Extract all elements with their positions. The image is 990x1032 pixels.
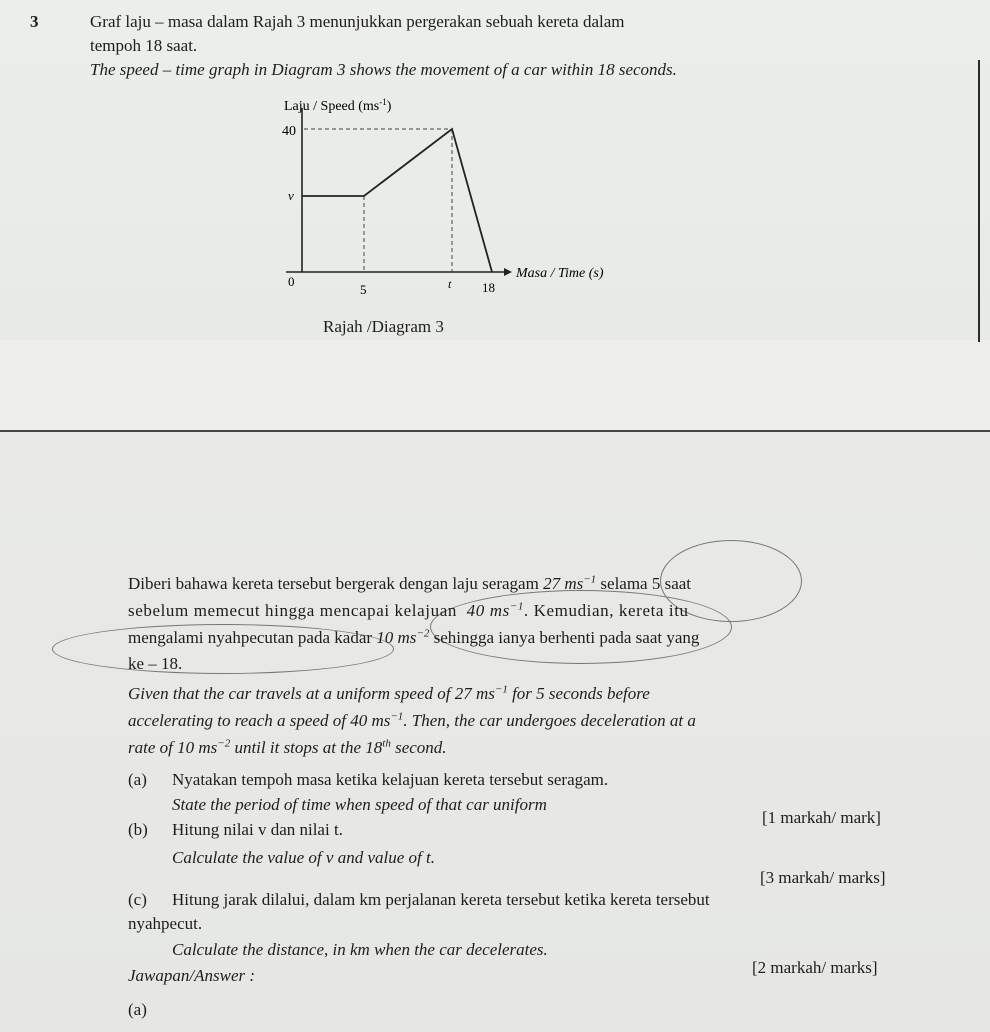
tick-label-0: 0: [288, 274, 295, 289]
part-c-malay-1: Hitung jarak dilalui, dalam km perjalanan kereta tersebut ketika kereta tersebut: [172, 890, 710, 909]
tick-label-5: 5: [360, 282, 367, 297]
answer-label: Jawapan/Answer :: [128, 966, 256, 985]
speed-time-graph: [272, 96, 632, 306]
part-c-malay-2: nyahpecut.: [128, 914, 203, 933]
part-b-marks: [3 markah/ marks]: [760, 868, 886, 887]
question-intro-english: The speed – time graph in Diagram 3 shows the movement of a car within 18 seconds.: [90, 60, 677, 79]
margin-rule: [978, 60, 980, 342]
answer-part-a-label: (a): [128, 1000, 147, 1019]
tick-label-t: t: [448, 277, 452, 291]
x-axis-arrow: [504, 268, 512, 276]
given-malay-line-4: ke – 18.: [128, 654, 183, 673]
part-c-english: Calculate the distance, in km when the car decelerates.: [172, 940, 548, 959]
part-b-malay: Hitung nilai v dan nilai t.: [172, 820, 343, 839]
given-malay-line-1: Diberi bahawa kereta tersebut bergerak dengan laju seragam 27 $ms^{-1}$ selama 5 saat: [128, 573, 692, 593]
given-malay-line-2: sebelum memecut hingga mencapai kelajuan 40 $ms^{-1}$. Kemudian, kereta itu: [128, 600, 689, 620]
page-divider: [0, 430, 990, 432]
part-b-label: (b): [128, 820, 148, 839]
tick-label-18: 18: [482, 280, 495, 295]
speed-line: [302, 129, 492, 272]
part-a-marks: [1 markah/ mark]: [762, 808, 881, 827]
diagram-caption: Rajah /Diagram 3: [323, 317, 444, 336]
question-number: 3: [30, 12, 39, 31]
x-axis-label: Masa / Time (s): [516, 266, 604, 281]
part-a-english: State the period of time when speed of that car uniform: [172, 795, 547, 814]
part-a-malay: Nyatakan tempoh masa ketika kelajuan kereta tersebut seragam.: [172, 770, 609, 789]
given-english-line-1: Given that the car travels at a uniform speed of 27 $ms^{-1}$ for 5 seconds before: [128, 683, 650, 703]
given-english-line-3: rate of 10 $ms^{-2}$ until it stops at the 18th second.: [128, 737, 447, 757]
part-a-label: (a): [128, 770, 147, 789]
tick-label-40: 40: [282, 124, 296, 139]
part-c-marks: [2 markah/ marks]: [752, 958, 878, 977]
page-gap: [0, 340, 990, 435]
given-english-line-2: accelerating to reach a speed of 40 $ms^{-1}$. Then, the car undergoes deceleration at a: [128, 710, 696, 730]
given-malay-line-3: mengalami nyahpecutan pada kadar 10 $ms^{-2}$ sehingga ianya berhenti pada saat yang: [128, 627, 700, 647]
part-c-label: (c): [128, 890, 147, 909]
part-b-english: Calculate the value of v and value of t.: [172, 848, 435, 867]
question-intro-malay-1: Graf laju – masa dalam Rajah 3 menunjukkan pergerakan sebuah kereta dalam: [90, 12, 625, 31]
question-intro-malay-2: tempoh 18 saat.: [90, 36, 198, 55]
y-axis-label: Laju / Speed $(ms^{-1})$: [284, 97, 392, 114]
tick-label-v: v: [288, 188, 294, 203]
